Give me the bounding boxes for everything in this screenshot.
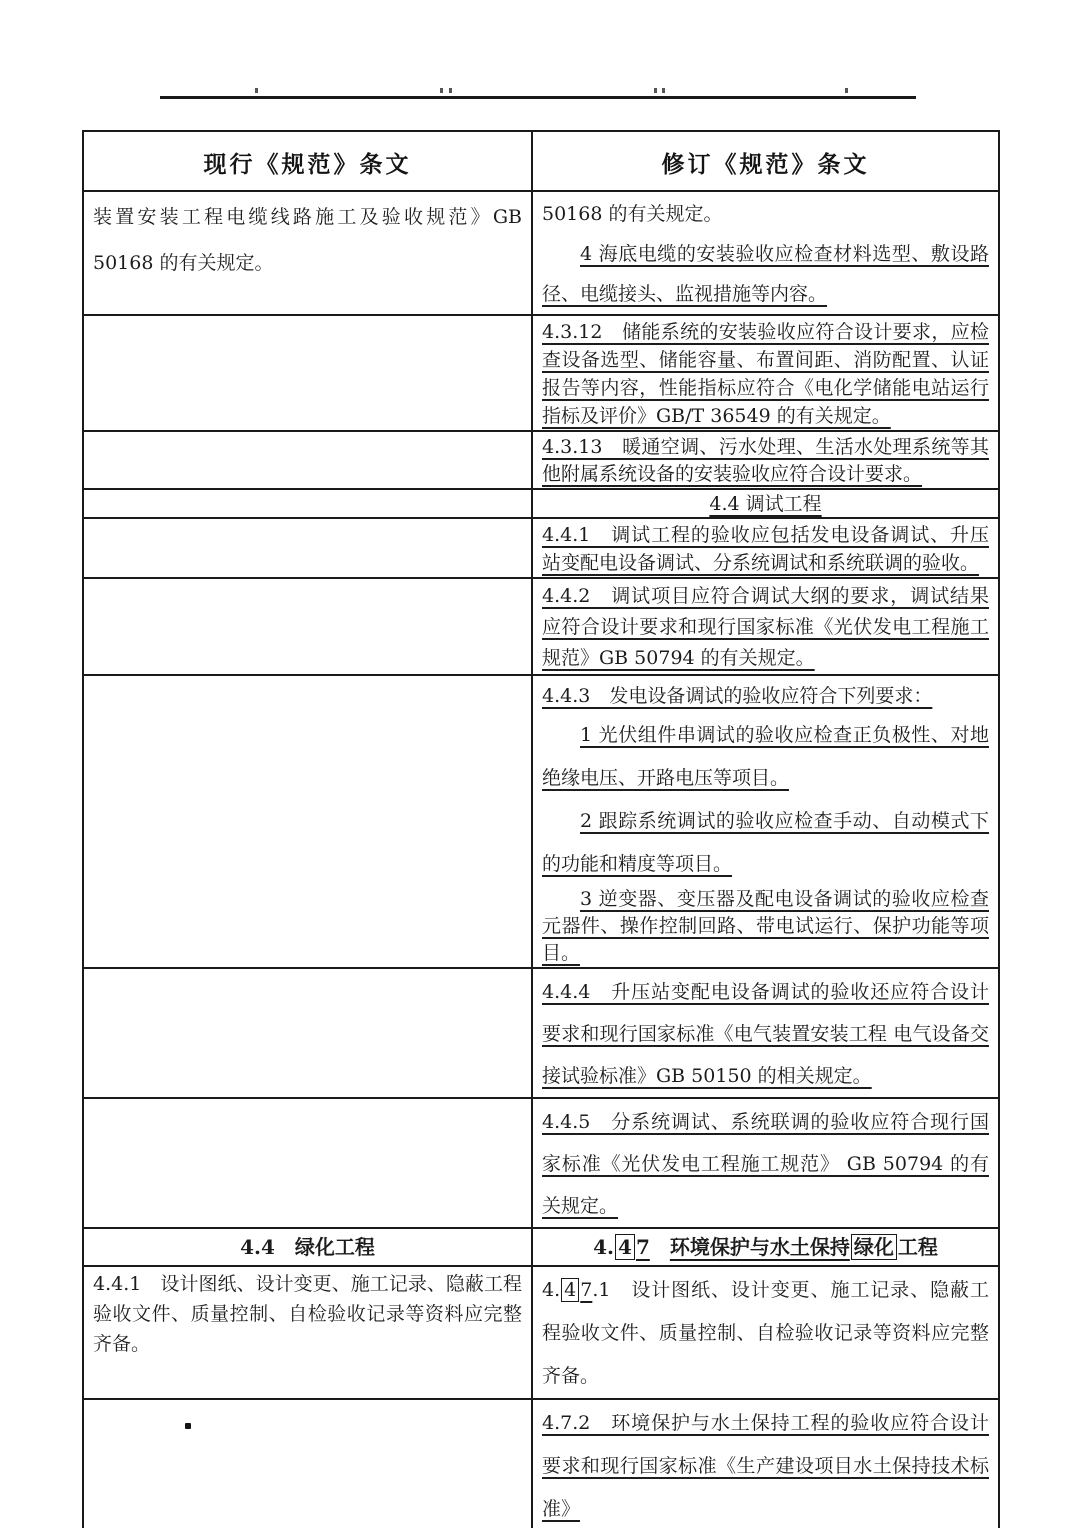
table-row-r2 xyxy=(83,315,999,431)
table-row-r9 xyxy=(83,1098,999,1228)
revised-spec-cell-r9 xyxy=(532,1098,999,1228)
clause-paragraph xyxy=(542,581,989,674)
clause-paragraph xyxy=(542,1402,989,1528)
page-header-rule xyxy=(160,96,916,99)
table-row-r4 xyxy=(83,489,999,518)
inserted-text-run: 4.3.13 暖通空调、污水处理、生活水处理系统等其他附属系统设备的安装验收应符合设计要求。 xyxy=(542,436,989,485)
clause-paragraph xyxy=(542,234,989,314)
text-run: 设计图纸、设计变更、施工记录、隐蔽工程验收文件、质量控制、自检验收记录等资料应完整齐备。 xyxy=(542,1279,989,1387)
inserted-text-run: 1 光伏组件串调试的验收应检查正负极性、对地绝缘电压、开路电压等项目。 xyxy=(542,724,989,789)
table-row-r11 xyxy=(83,1266,999,1399)
current-spec-cell-r1 xyxy=(83,191,532,315)
revised-spec-column-label: 修订《规范》条文 xyxy=(661,151,870,178)
revised-spec-cell-r5 xyxy=(532,518,999,578)
inserted-text-run: 4 海底电缆的安装验收应检查材料选型、敷设路径、电缆接头、监视措施等内容。 xyxy=(542,243,989,305)
clause-paragraph xyxy=(542,714,989,800)
clause-paragraph xyxy=(93,194,522,286)
page-artifact-tick xyxy=(449,88,452,93)
current-spec-cell-r12 xyxy=(83,1399,532,1528)
page-artifact-tick xyxy=(662,88,665,93)
clause-paragraph xyxy=(542,1269,989,1398)
clause-paragraph xyxy=(93,1269,522,1359)
inserted-text-run: 4.7.2 环境保护与水土保持工程的验收应符合设计要求和现行国家标准《生产建设项目水土保持技术标准》 xyxy=(542,1412,989,1520)
current-spec-cell-r10 xyxy=(83,1228,532,1266)
text-run xyxy=(650,1235,670,1259)
text-run: 4.4 绿化工程 xyxy=(240,1235,375,1259)
clause-paragraph xyxy=(542,434,989,488)
current-spec-column-header xyxy=(83,131,532,191)
clause-paragraph xyxy=(542,318,989,430)
current-spec-cell-r7 xyxy=(83,675,532,968)
inserted-text-run: 2 跟踪系统调试的验收应检查手动、自动模式下的功能和精度等项目。 xyxy=(542,810,989,875)
current-spec-cell-r8 xyxy=(83,968,532,1098)
inserted-text-run: 环境保护与水土保持 xyxy=(669,1235,850,1259)
inserted-text-run: 4.4.4 升压站变配电设备调试的验收还应符合设计要求和现行国家标准《电气装置安装工程 电气设备交接试验标准》GB 50150 的相关规定。 xyxy=(542,981,989,1087)
deleted-text-run: 绿化 xyxy=(851,1234,897,1260)
deleted-text-run: 4 xyxy=(561,1278,579,1302)
inserted-text-run: 7 xyxy=(580,1279,593,1301)
clause-paragraph xyxy=(542,194,989,234)
page-artifact-tick xyxy=(654,88,657,93)
table-row-r10 xyxy=(83,1228,999,1266)
page-artifact-tick xyxy=(255,88,258,93)
revised-spec-cell-r11 xyxy=(532,1266,999,1399)
clause-paragraph xyxy=(542,521,989,577)
table-row-r12 xyxy=(83,1399,999,1528)
revised-spec-cell-r7 xyxy=(532,675,999,968)
table-header-row xyxy=(83,131,999,191)
revised-spec-cell-r3 xyxy=(532,431,999,489)
spec-comparison-table xyxy=(82,130,1000,1528)
text-run: 装置安装工程电缆线路施工及验收规范》GB 50168 的有关规定。 xyxy=(93,206,522,274)
inserted-text-run: 7 xyxy=(635,1235,650,1259)
clause-paragraph xyxy=(542,492,989,517)
current-spec-cell-r11 xyxy=(83,1266,532,1399)
text-run: 4.4.1 设计图纸、设计变更、施工记录、隐蔽工程验收文件、质量控制、自检验收记录等资料应完整齐备。 xyxy=(93,1273,522,1355)
inserted-text-run: 4.4.3 发电设备调试的验收应符合下列要求： xyxy=(542,685,933,707)
revised-spec-cell-r4 xyxy=(532,489,999,518)
clause-paragraph xyxy=(542,1231,989,1263)
clause-paragraph xyxy=(542,800,989,886)
current-spec-cell-r3 xyxy=(83,431,532,489)
inserted-text-run: 4.4 调试工程 xyxy=(709,493,822,515)
inserted-text-run: 3 逆变器、变压器及配电设备调试的验收应检查元器件、操作控制回路、带电试运行、保护功能等项目。 xyxy=(542,888,989,964)
clause-paragraph xyxy=(542,1101,989,1227)
revised-spec-column-header xyxy=(532,131,999,191)
table-row-r5 xyxy=(83,518,999,578)
clause-paragraph xyxy=(542,971,989,1097)
deleted-text-run: 4 xyxy=(615,1234,635,1260)
current-spec-cell-r2 xyxy=(83,315,532,431)
table-row-r3 xyxy=(83,431,999,489)
current-spec-column-label: 现行《规范》条文 xyxy=(203,151,412,178)
page-artifact-tick xyxy=(845,88,848,93)
current-spec-cell-r5 xyxy=(83,518,532,578)
revised-spec-cell-r6 xyxy=(532,578,999,675)
text-run: 工程 xyxy=(897,1235,938,1259)
table-row-r7 xyxy=(83,675,999,968)
revised-spec-cell-r12 xyxy=(532,1399,999,1528)
revised-spec-cell-r10 xyxy=(532,1228,999,1266)
text-run: 50168 的有关规定。 xyxy=(542,203,723,225)
clause-paragraph xyxy=(542,678,989,714)
inserted-text-run: 4.4.1 调试工程的验收应包括发电设备调试、升压站变配电设备调试、分系统调试和系统联调的验收。 xyxy=(542,524,989,574)
stray-ink-dot xyxy=(185,1423,191,1429)
inserted-text-run: 4.4.5 分系统调试、系统联调的验收应符合现行国家标准《光伏发电工程施工规范》 GB 50794 的有关规定。 xyxy=(542,1111,989,1217)
text-run xyxy=(610,1279,631,1301)
clause-paragraph xyxy=(93,1231,522,1263)
table-row-r1 xyxy=(83,191,999,315)
clause-paragraph xyxy=(542,886,989,967)
current-spec-cell-r4 xyxy=(83,489,532,518)
inserted-text-run: 4.3.12 储能系统的安装验收应符合设计要求，应检查设备选型、储能容量、布置间距、消防配置、认证报告等内容，性能指标应符合《电化学储能电站运行指标及评价》GB/T 36549 的有关规定。 xyxy=(542,321,989,427)
revised-spec-cell-r8 xyxy=(532,968,999,1098)
current-spec-cell-r6 xyxy=(83,578,532,675)
page-artifact-tick xyxy=(440,88,443,93)
table-row-r8 xyxy=(83,968,999,1098)
text-run: 4. xyxy=(542,1279,561,1301)
revised-spec-cell-r2 xyxy=(532,315,999,431)
table-row-r6 xyxy=(83,578,999,675)
text-run: 4. xyxy=(593,1235,615,1259)
inserted-text-run: 4.4.2 调试项目应符合调试大纲的要求，调试结果应符合设计要求和现行国家标准《光伏发电工程施工规范》GB 50794 的有关规定。 xyxy=(542,585,989,669)
text-run: .1 xyxy=(592,1279,611,1301)
revised-spec-cell-r1 xyxy=(532,191,999,315)
current-spec-cell-r9 xyxy=(83,1098,532,1228)
